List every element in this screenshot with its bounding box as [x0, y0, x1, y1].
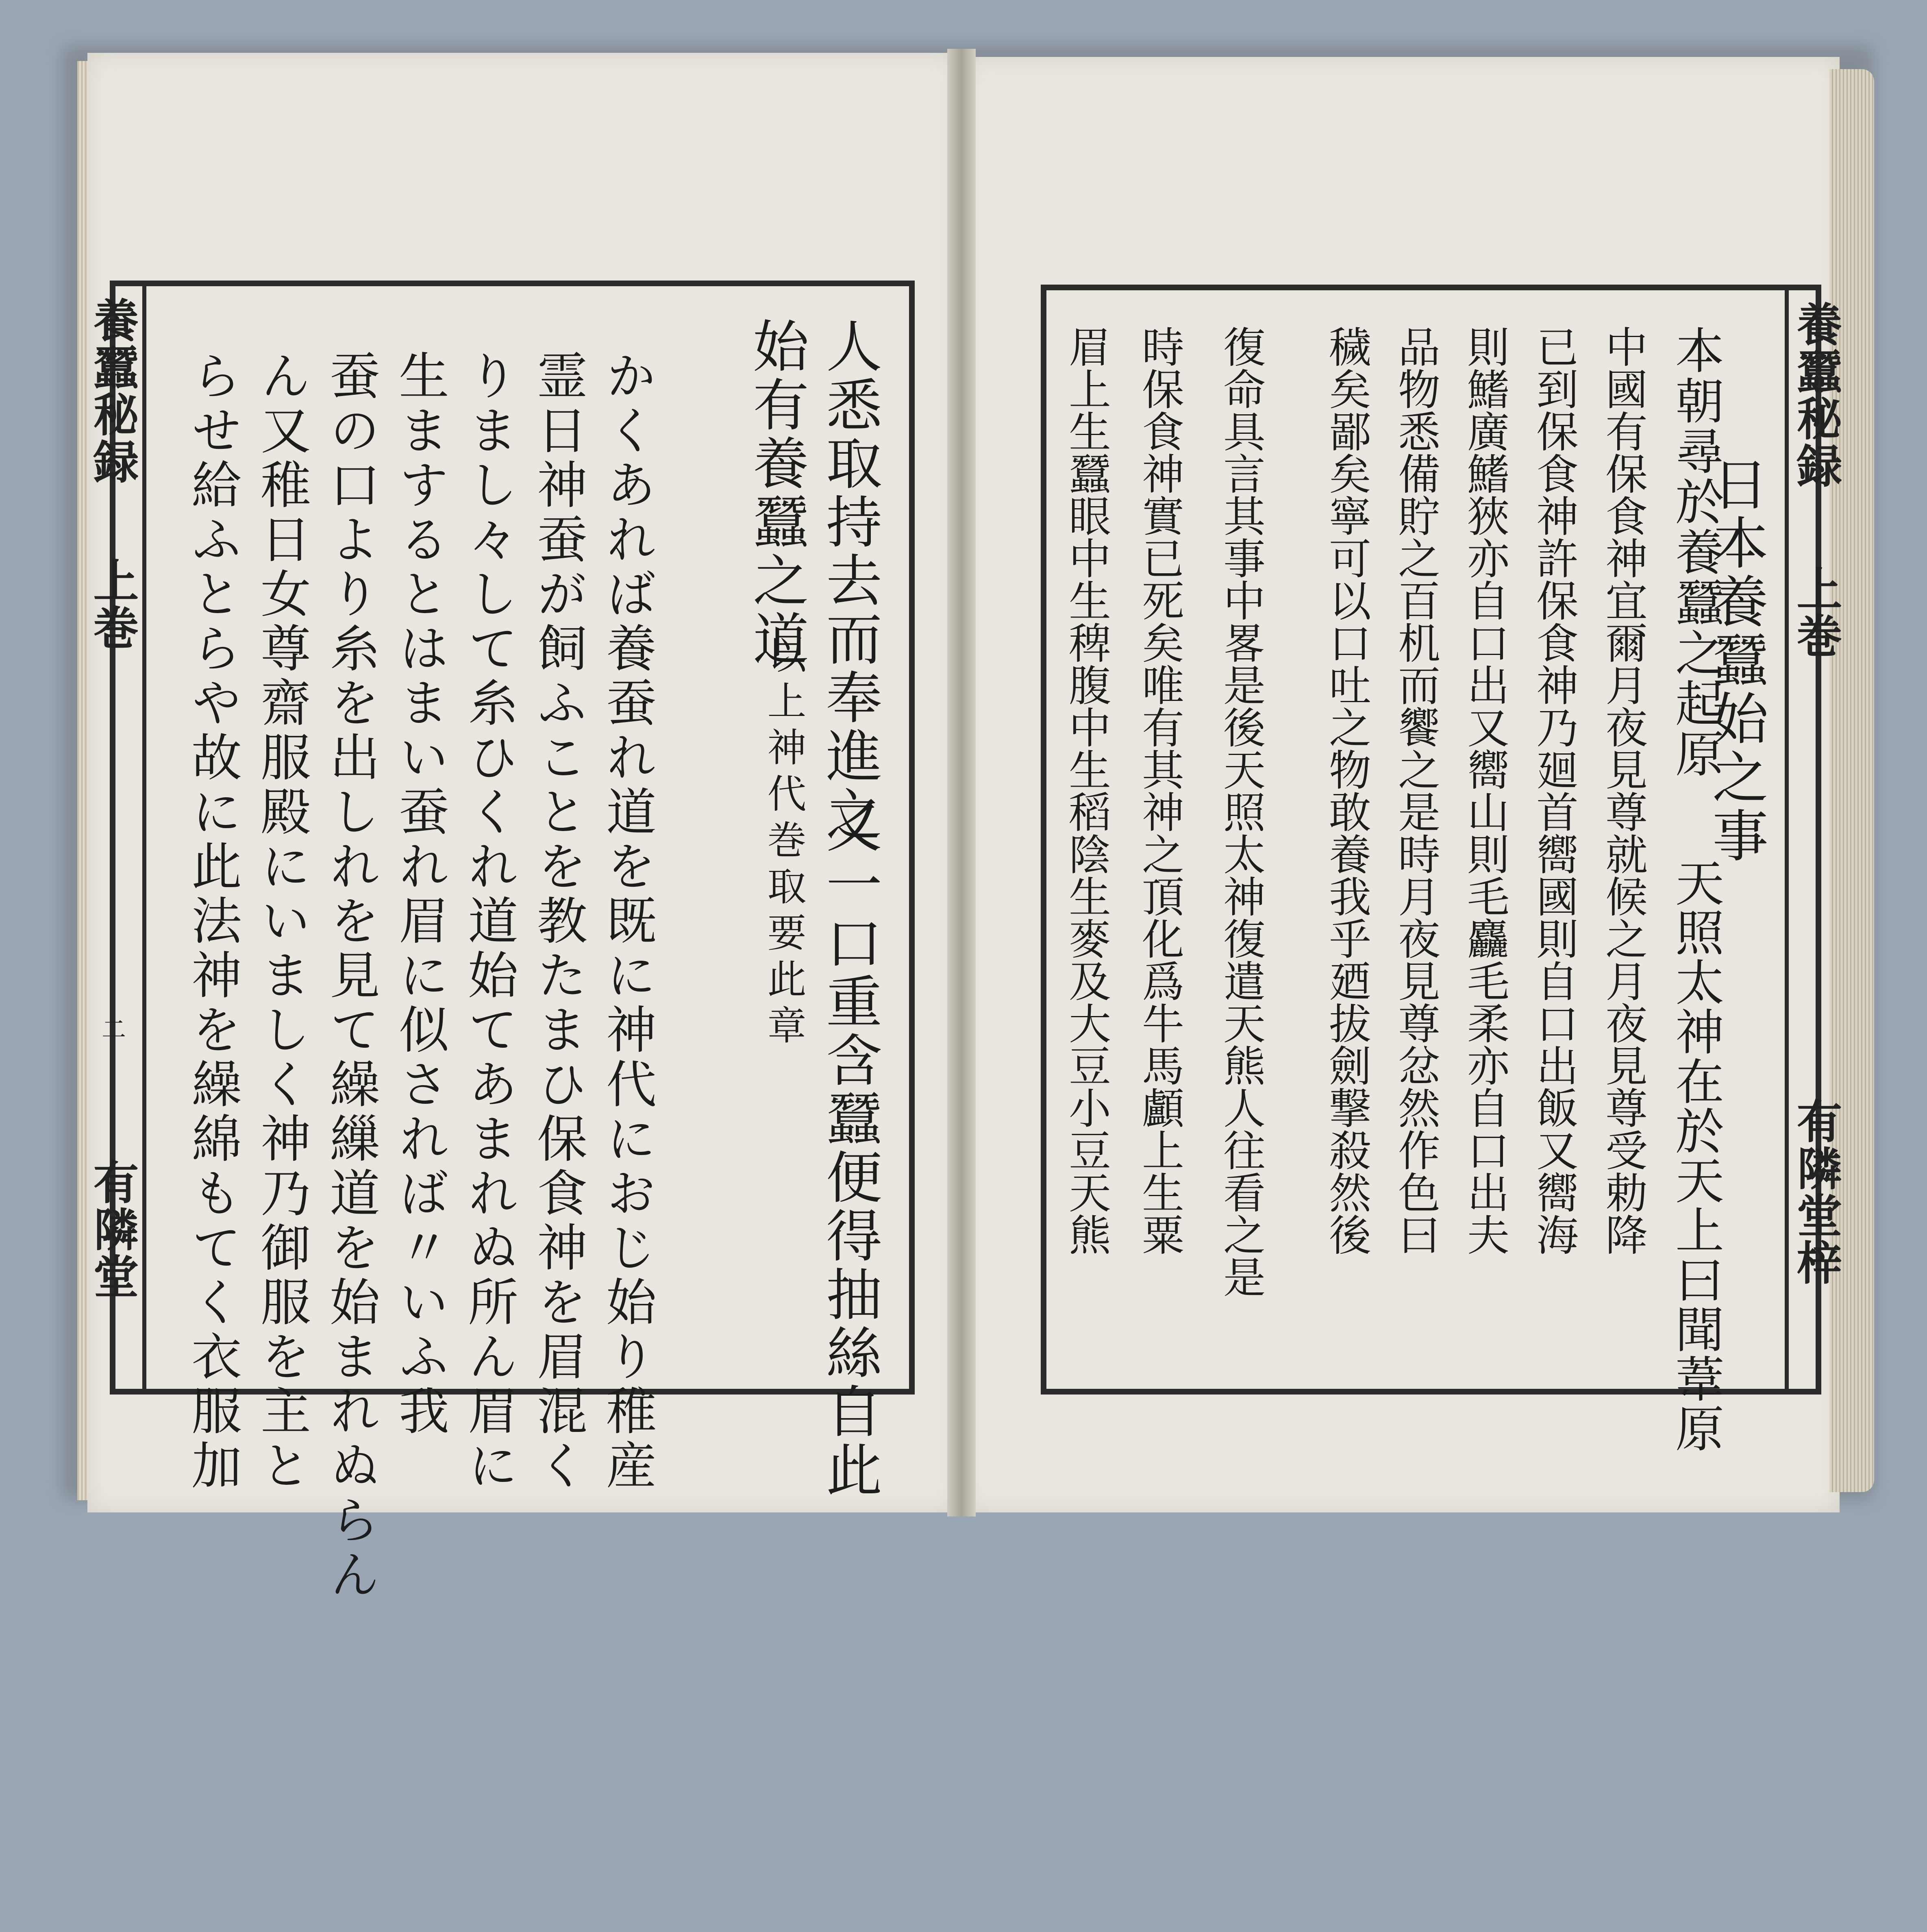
left-margin-volume: 上巻	[86, 557, 139, 651]
right-column-3: 中國有保食神宜爾月夜見尊就候之月夜見尊受勅降	[1598, 325, 1648, 1255]
left-column-7: 霊日神蚕が飼ふことを教たまひ保食神を眉混く	[529, 350, 587, 1494]
left-column-1: 人悉取持去而奉進之	[817, 317, 882, 844]
right-column-10: 眉上生蠶眼中生稗腹中生稻陰生麥及大豆小豆天熊	[1061, 325, 1111, 1255]
left-column-2: 始有養蠶之道	[744, 317, 809, 668]
left-column-11: ん又稚日女尊齋服殿にいましく神乃御服を主と	[252, 350, 311, 1494]
right-column-6: 品物悉備貯之百机而饗之是時月夜見尊忿然作色曰	[1391, 325, 1440, 1255]
left-column-3: 以上神代巻取要此章	[761, 634, 807, 1051]
right-column-9: 時保食神實已死矣唯有其神之頂化爲牛馬顱上生粟	[1135, 325, 1184, 1255]
right-column-1: 本朝尋於養蠶之起原	[1667, 325, 1724, 779]
left-column-8: りまし々して糸ひくれ道始てあまれぬ所ん眉に	[459, 350, 518, 1494]
book-gutter	[947, 49, 976, 1516]
left-publisher: 有隣堂	[86, 1159, 139, 1300]
left-column-9: 生まするとはまい蚕れ眉に似されば〃いふ我	[390, 350, 449, 1439]
left-column-6: かくあれば養蚕れ道を既に神代におじ始り稚産	[598, 350, 656, 1494]
left-column-12: らせ給ふとらや故に此法神を繰綿もてく衣服加	[183, 350, 241, 1494]
left-column-10: 蚕の口より糸を出しれを見て繰繅道を始まれぬらん	[321, 350, 380, 1603]
right-column-2: 天照太神在於天上曰聞葦原	[1667, 858, 1724, 1453]
right-column-5: 則鰭廣鰭狹亦自口出又嚮山則毛麤毛柔亦自口出夫	[1460, 325, 1509, 1255]
right-margin-title: 養蠶秘録	[1789, 301, 1842, 490]
left-column-4: 又一口重含蠶便得抽絲自此	[817, 797, 882, 1499]
right-publisher: 有隣堂梓	[1789, 1098, 1842, 1286]
left-page-number: 二	[98, 1016, 126, 1041]
right-column-7: 穢矣鄙矣寧可以口吐之物敢養我乎廼拔劍撃殺然後	[1322, 325, 1371, 1255]
right-heading: 日本養蠶始之事	[1703, 455, 1768, 865]
right-frame-inner-rule	[1785, 289, 1789, 1390]
right-column-8: 復命具言其事中畧是後天照太神復遣天熊人往看之是	[1216, 325, 1266, 1298]
right-margin-volume: 上巻	[1789, 565, 1842, 659]
right-column-4: 已到保食神許保食神乃廻首嚮國則自口出飯又嚮海	[1529, 325, 1579, 1255]
left-frame-inner-rule	[142, 285, 146, 1390]
left-margin-title: 養蠶秘録	[86, 297, 139, 485]
